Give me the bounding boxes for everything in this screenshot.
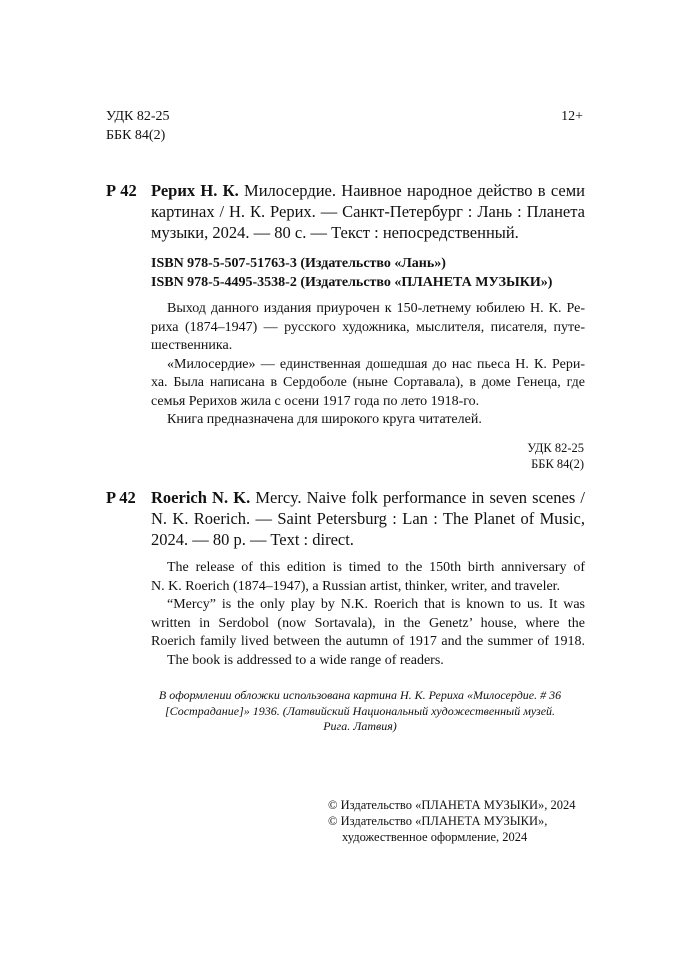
age-rating: 12+ [561, 109, 583, 124]
en-author: Roerich N. K. [151, 488, 251, 507]
ru-record [151, 180, 585, 243]
cover-credit [140, 688, 580, 735]
ru-bbk: ББК 84(2) [531, 457, 584, 471]
ru-ann-line: ха. Была написана в Сердоболе (ныне Сортавала), в доме Генеца, где [151, 375, 585, 390]
copyright-block [328, 797, 576, 845]
en-record-line-1: Roerich N. K. Mercy. Naive folk performance in seven scenes / [151, 488, 585, 507]
en-ann-line: The book is addressed to a wide range of readers. [167, 652, 444, 668]
isbn-planeta: ISBN 978-5-4495-3538-2 (Издательство «ПЛАНЕТА МУЗЫКИ») [151, 275, 553, 290]
ru-author-code: Р 42 [106, 181, 137, 200]
ru-annotation [151, 300, 585, 430]
en-ann-line: written in Serdobol (now Sortavala), in the Genetz’ house, where the [151, 615, 585, 631]
en-ann-line: The release of this edition is timed to the 150th birth anniversary of [167, 560, 585, 575]
ru-ann-line: шественника. [151, 338, 233, 353]
en-ann-line: Roerich family lived between the autumn of 1917 and the summer of 1918. [151, 634, 585, 649]
ru-ann-line: Выход данного издания приурочен к 150-летнему юбилею Н. К. Ре- [167, 301, 585, 316]
copyright-line: © Издательство «ПЛАНЕТА МУЗЫКИ», [328, 814, 548, 828]
isbn-lan: ISBN 978-5-507-51763-3 (Издательство «Лань») [151, 256, 446, 271]
cover-credit-line: Рига. Латвия) [323, 719, 397, 733]
ru-udk: УДК 82-25 [527, 441, 584, 455]
ru-record-line-1: Рерих Н. К. Милосердие. Наивное народное действо в семи [151, 181, 585, 200]
en-record [151, 487, 585, 550]
copyright-line: © Издательство «ПЛАНЕТА МУЗЫКИ», 2024 [328, 798, 576, 812]
cover-credit-line: В оформлении обложки использована картина Н. К. Рериха «Милосердие. # 36 [158, 688, 562, 702]
cover-credit-line: [Сострадание]» 1936. (Латвийский Национальный художественный музей. [164, 703, 556, 718]
ru-record-line-2: картинах / Н. К. Рерих. — Санкт-Петербург : Лань : Планета [151, 202, 585, 221]
ru-ann-line: риха (1874–1947) — русского художника, мыслителя, писателя, путе- [151, 319, 585, 335]
en-record-line-2: N. K. Roerich. — Saint Petersburg : Lan : The Planet of Music, [151, 509, 585, 528]
en-annotation [151, 559, 585, 670]
en-record-line-3: 2024. — 80 p. — Text : direct. [151, 530, 354, 549]
en-ann-line: “Mercy” is the only play by N.K. Roerich that is known to us. It was [167, 597, 585, 612]
en-author-code: P 42 [106, 488, 136, 507]
ru-ann-line: семья Рерихов жила с осени 1917 года по лето 1918-го. [151, 393, 480, 409]
copyright-line: художественное оформление, 2024 [342, 830, 528, 844]
header-bbk: ББК 84(2) [106, 128, 166, 143]
en-ann-line: N. K. Roerich (1874–1947), a Russian artist, thinker, writer, and traveler. [151, 578, 561, 594]
header-udk: УДК 82-25 [106, 109, 170, 124]
ru-author: Рерих Н. К. [151, 181, 239, 200]
ru-ann-line: «Милосердие» — единственная дошедшая до нас пьеса Н. К. Рери- [167, 356, 585, 372]
ru-record-line-3: музыки, 2024. — 80 с. — Текст : непосредственный. [151, 223, 519, 242]
ru-ann-line: Книга предназначена для широкого круга читателей. [167, 412, 482, 427]
